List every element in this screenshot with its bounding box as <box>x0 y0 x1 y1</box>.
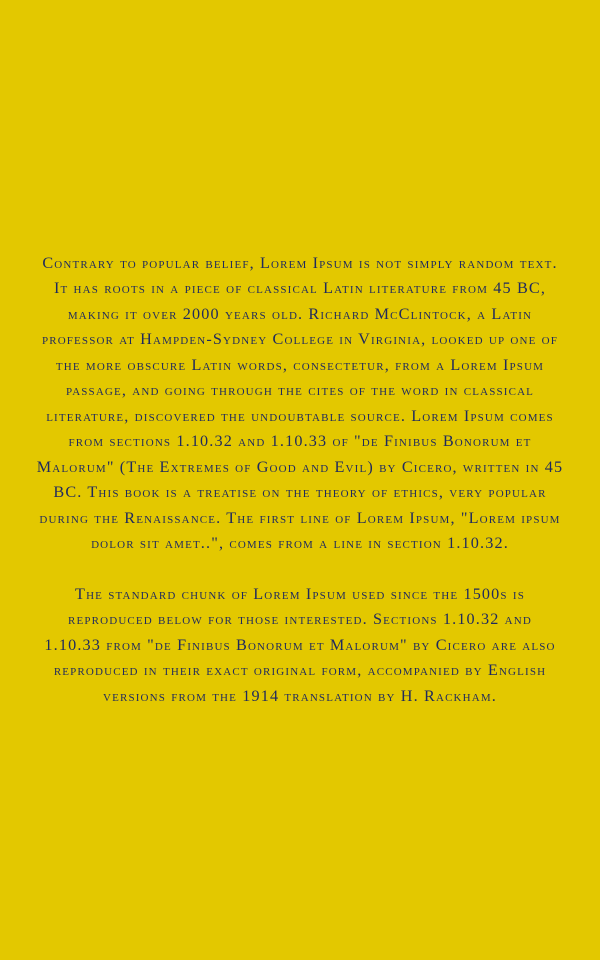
paragraph-history: Contrary to popular belief, Lorem Ipsum is not simply random text. It has roots in a piece of classical Latin literature from 45 BC, making it over 2000 years old. Richard McClintock, a Latin professor at Hampden-Sydney College in Virginia, looked up one of the more obscure Latin words, consectetur, from a Lorem Ipsum passage, and going through the cites of the word in classical literature, discovered the undoubtable source. Lorem Ipsum comes from sections 1.10.32 and 1.10.33 of "de Finibus Bonorum et Malorum" (The Extremes of Good and Evil) by Cicero, written in 45 BC. This book is a treatise on the theory of ethics, very popular during the Renaissance. The first line of Lorem Ipsum, "Lorem ipsum dolor sit amet..", comes from a line in section 1.10.32. <box>36 253 564 553</box>
text-block <box>34 251 566 710</box>
paragraph-standard-chunk: The standard chunk of Lorem Ipsum used since the 1500s is reproduced below for those interested. Sections 1.10.32 and 1.10.33 from "de Finibus Bonorum et Malorum" by Cicero are also reproduced in their exact original form, accompanied by English versions from the 1914 translation by H. Rackham. <box>44 584 556 705</box>
